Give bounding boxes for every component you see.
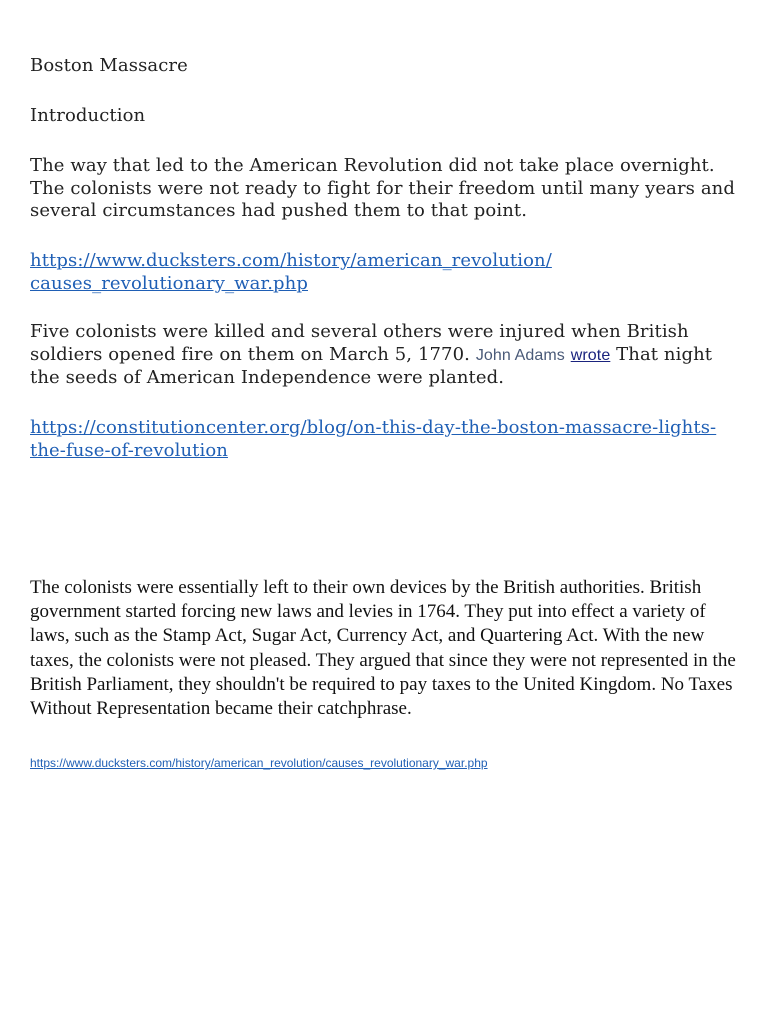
paragraph-massacre-text-start: Five colonists were killed and several others were injured when British soldiers opened fire on them on March 5, 1770. xyxy=(30,321,689,365)
paragraph-origins: The way that led to the American Revolution did not take place overnight. The colonists were not ready to fight for their freedom until many years and several circumstances had pushed them to that point. xyxy=(30,155,735,221)
ducksters-link-small[interactable]: https://www.ducksters.com/history/american_revolution/causes_revolutionary_war.php xyxy=(30,756,488,770)
constitution-center-link-block[interactable] xyxy=(30,416,740,462)
document-title: Boston Massacre xyxy=(30,55,188,76)
ducksters-link-line2[interactable]: causes_revolutionary_war.php xyxy=(30,273,308,294)
john-adams-name: John Adams xyxy=(475,346,565,364)
paragraph-massacre xyxy=(30,321,740,390)
ducksters-link-line1[interactable]: https://www.ducksters.com/history/american_revolution/ xyxy=(30,250,552,271)
paragraph-taxes: The colonists were essentially left to their own devices by the British authorities. British government started forcing new laws and levies in 1764. They put into effect a variety of laws, such as the Stamp Act, Sugar Act, Currency Act, and Quartering Act. With the new taxes, the colonists were not pleased. They argued that since they were not represented in the British Parliament, they shouldn't be required to pay taxes to the United Kingdom. No Taxes Without Representation became their catchphrase. xyxy=(30,577,736,720)
wrote-link[interactable]: wrote xyxy=(570,346,611,364)
constitution-center-link[interactable]: https://constitutioncenter.org/blog/on-this-day-the-boston-massacre-lights-the-fuse-of-revolution xyxy=(30,417,717,461)
intro-heading: Introduction xyxy=(30,105,146,126)
paragraph-massacre-text-end: That night the seeds of American Independence were planted. xyxy=(30,343,713,388)
ducksters-link[interactable] xyxy=(30,249,740,295)
